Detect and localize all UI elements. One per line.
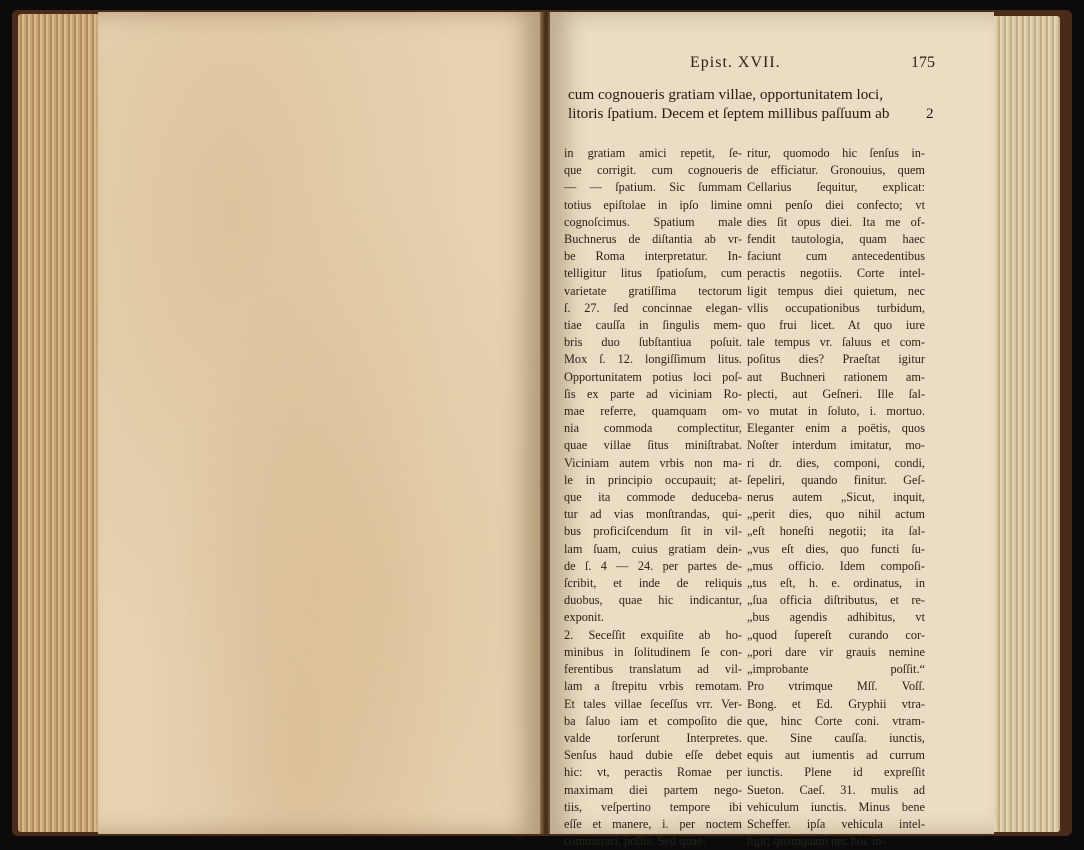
- note-line: le in principio occupauit; at-: [564, 472, 742, 487]
- note-line: mae referre, quamquam om-: [564, 404, 742, 419]
- note-line: Mox ſ. 12. longiſſimum litus.: [564, 352, 742, 367]
- note-line: Sueton. Caeſ. 31. mulis ad: [747, 782, 925, 797]
- page-edges-left: [18, 14, 104, 832]
- note-line: que ita commode deduceba-: [564, 490, 742, 505]
- note-line: tiae cauſſa in ſingulis mem-: [564, 318, 742, 333]
- note-line: „bus agendis adhibitus, vt: [747, 610, 925, 625]
- note-line: lam ſuam, cuius gratiam dein-: [564, 541, 742, 556]
- note-line: maximam diei partem nego-: [564, 782, 742, 797]
- note-line: equis aut iumentis ad currum: [747, 748, 925, 763]
- note-line: nia commoda complectitur,: [564, 421, 742, 436]
- note-line: 2. Seceſſit exquiſite ab ho-: [564, 627, 742, 642]
- note-line: bus proficiſcendum ſit in vil-: [564, 524, 742, 539]
- note-line: vo mutat in ſoluto, i. mortuo.: [747, 404, 925, 419]
- main-text-line: cum cognoueris gratiam villae, opportunitatem loci,: [568, 86, 884, 103]
- main-text: [568, 86, 938, 123]
- note-line: eſſe et manere, i. per noctem: [564, 816, 742, 831]
- note-line: telligitur litus ſpatioſum, cum: [564, 266, 742, 281]
- note-line: „improbante poſſit.“: [747, 662, 925, 677]
- running-title: Epist. XVII.: [690, 54, 781, 71]
- note-line: vehiculum iunctis. Minus bene: [747, 799, 925, 814]
- note-line: Noſter interdum imitatur, mo-: [747, 438, 925, 453]
- note-line: be Roma interpretatur. In-: [564, 249, 742, 264]
- note-line: vllis occupationibus turbidum,: [747, 300, 925, 315]
- note-line: tiis, veſpertino tempore ibi: [564, 799, 742, 814]
- note-line: tur ad vias monſtrandas, qui-: [564, 507, 742, 522]
- note-line: „eſt honeſti negotii; ita ſal-: [747, 524, 925, 539]
- note-line: ſepeliri, quando finitur. Geſ-: [747, 472, 925, 487]
- note-line: duobus, quae hic indicantur,: [564, 593, 742, 608]
- main-text-line: litoris ſpatium. Decem et ſeptem millibus paſſuum ab: [568, 104, 890, 122]
- note-line: de ſ. 4 — 24. per partes de-: [564, 558, 742, 573]
- note-line: „perit dies, quo nihil actum: [747, 507, 925, 522]
- note-line: plecti, aut Geſneri. Ille ſal-: [747, 386, 925, 401]
- note-line: hic: vt, peractis Romae per: [564, 765, 742, 780]
- note-line: tale tempus vr. ſaluus et com-: [747, 335, 925, 350]
- note-line: „pori dare vir grauis nemine: [747, 644, 925, 659]
- note-line: valde torſerunt Interpretes.: [564, 730, 742, 745]
- blank-left-page: [98, 12, 542, 834]
- note-line: totius epiſtolae in ipſo limine: [564, 197, 742, 212]
- note-line: Senſus haud dubie eſſe debet: [564, 748, 742, 763]
- note-line: Viciniam autem vrbis non ma-: [564, 455, 742, 470]
- note-line: ſ. 27. ſed concinnae elegan-: [564, 300, 742, 315]
- note-line: cognoſcimus. Spatium male: [564, 214, 742, 229]
- note-line: bris duo ſubſtantiua poſuit.: [564, 335, 742, 350]
- page-header: [690, 54, 935, 78]
- note-line: ba ſaluo iam et compoſito die: [564, 713, 742, 728]
- notes-column-left: [564, 145, 742, 850]
- note-line: Pro vtrimque Mſſ. Voſſ.: [747, 679, 925, 694]
- note-line: ferentibus translatum ad vil-: [564, 662, 742, 677]
- note-line: ri dr. dies, componi, condi,: [747, 455, 925, 470]
- note-line: fendit tautologia, quam haec: [747, 232, 925, 247]
- note-line: ritur, quomodo hic ſenſus in-: [747, 146, 925, 160]
- note-line: „vus eſt dies, quo functi ſu-: [747, 541, 925, 556]
- margin-note: 2: [926, 106, 934, 122]
- note-line: Opportunitatem potius loci poſ-: [564, 369, 742, 384]
- note-line: lam a ſtrepitu vrbis remotam.: [564, 679, 742, 694]
- note-line: Eleganter enim a poëtis, quos: [747, 421, 925, 436]
- note-line: ſis ex parte ad viciniam Ro-: [564, 386, 742, 401]
- note-line: commorari, poſſis. Sed quae-: [564, 834, 707, 849]
- note-line: — — ſpatium. Sic ſummam: [564, 180, 742, 195]
- note-line: „quod ſupereſt curando cor-: [747, 627, 925, 642]
- note-line: nerus autem „Sicut, inquit,: [747, 490, 925, 505]
- note-line: aut Buchneri rationem am-: [747, 369, 925, 384]
- notes-column-right: [747, 145, 925, 850]
- note-line: peractis negotiis. Corte intel-: [747, 266, 925, 281]
- note-line: „mus officio. Idem compoſi-: [747, 558, 925, 573]
- note-line: que corrigit. cum cognoueris: [564, 163, 742, 178]
- note-line: de efficiatur. Gronouius, quem: [747, 163, 925, 178]
- note-line: Buchnerus de diſtantia ab vr-: [564, 232, 742, 247]
- note-line: varietate gratiſſima tectorum: [564, 283, 742, 298]
- note-line: Scheffer. ipſa vehicula intel-: [747, 816, 925, 831]
- note-line: omni penſo diei confecto; vt: [747, 197, 925, 212]
- note-line: iunctis. Plene id expreſſit: [747, 765, 925, 780]
- note-line: „tus eſt, h. e. ordinatus, in: [747, 576, 925, 591]
- note-line: Bong. et Ed. Gryphii vtra-: [747, 696, 925, 711]
- note-line: Et tales villae ſeceſſus vrr. Ver-: [564, 696, 742, 711]
- note-line: ligit; quamquam nec hoc in-: [747, 834, 886, 849]
- note-line: minibus in ſolitudinem ſe con-: [564, 644, 742, 659]
- note-line: quo frui licet. At quo iure: [747, 318, 925, 333]
- note-line: faciunt cum antecedentibus: [747, 249, 925, 264]
- note-line: que. Sine cauſſa. iunctis,: [747, 730, 925, 745]
- note-line: ligit tempus diei quietum, nec: [747, 283, 925, 298]
- note-line: quae villae ſitus miniſtrabat.: [564, 438, 742, 453]
- note-line: ſcribit, et inde de reliquis: [564, 576, 742, 591]
- note-line: exponit.: [564, 610, 604, 625]
- note-line: poſitus dies? Praeſtat igitur: [747, 352, 925, 367]
- note-line: dies ſit opus diei. Ita me of-: [747, 214, 925, 229]
- page-number: 175: [911, 54, 935, 71]
- note-line: que, hinc Corte coni. vtram-: [747, 713, 925, 728]
- note-line: in gratiam amici repetit, ſe-: [564, 146, 742, 160]
- note-line: Cellarius ſequitur, explicat:: [747, 180, 925, 195]
- page-edges-right: [990, 16, 1060, 832]
- note-line: „ſua officia diſtributus, et re-: [747, 593, 925, 608]
